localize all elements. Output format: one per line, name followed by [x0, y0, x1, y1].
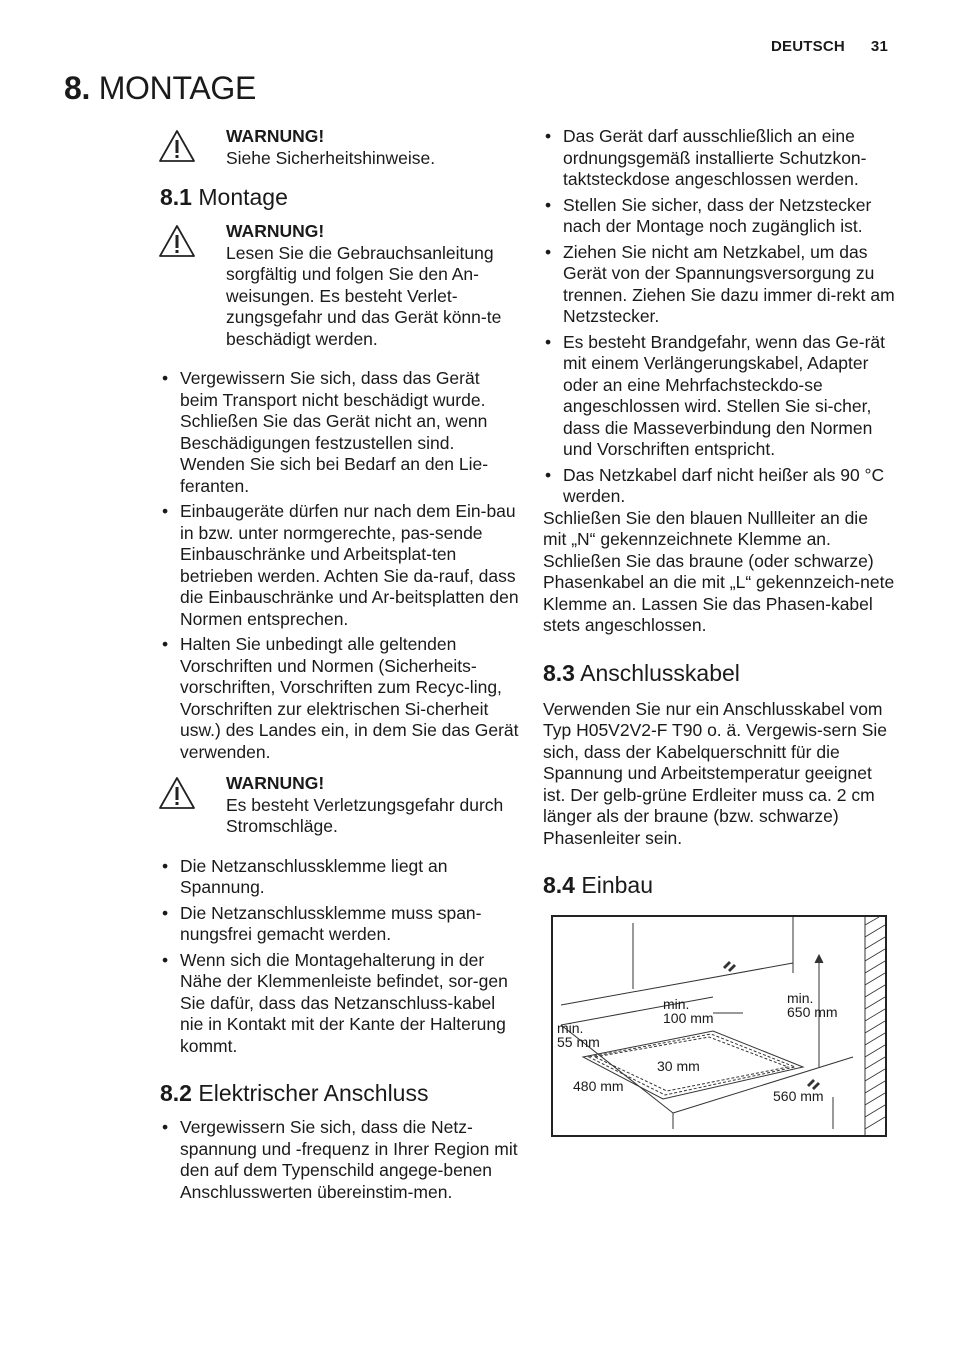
list-item: • Wenn sich die Montagehalterung in der Nähe der Klemmenleiste befindet, sor-gen Sie dafür, dass das Netzanschluss-kabel nie in Kontakt mit der Kante der Halterung kommt. [160, 950, 520, 1058]
list-item: • Stellen Sie sicher, dass der Netzstecker nach der Montage noch zugänglich ist. [543, 195, 895, 238]
list-item: • Einbaugeräte dürfen nur nach dem Ein-bau in bzw. unter normgerechte, pas-sende Einbauschränke und Arbeitsplat-ten betrieben werden. Achten Sie da-rauf, dass die Einbauschränke und Ar-beitsplatten den Normen entsprechen. [160, 501, 520, 630]
list-item: • Die Netzanschlussklemme muss span-nungsfrei gemacht werden. [160, 903, 520, 946]
installation-diagram [551, 915, 887, 1137]
header-language: DEUTSCH [771, 38, 845, 55]
chapter-name: MONTAGE [98, 70, 256, 106]
chapter-title [64, 68, 256, 108]
montage-bullet-list [160, 368, 520, 763]
list-item: • Vergewissern Sie sich, dass das Gerät beim Transport nicht beschädigt wurde. Schließen Sie das Gerät nicht an, wenn Beschädigungen festzustellen sind. Wenden Sie sich bei Bedarf an den Lie-feranten. [160, 368, 520, 497]
label-min-55-line2: 55 mm [557, 1034, 600, 1050]
paragraph-conductors: Schließen Sie den blauen Nullleiter an die mit „N“ gekennzeichnete Klemme an. Schließen Sie das braune (oder schwarze) Phasenkabel an die mit „L“ gekennzeich-nete Klemme an. Lassen Sie das Phasen-kabel stets angeschlossen. [543, 507, 895, 635]
list-item: • Halten Sie unbedingt alle geltenden Vorschriften und Normen (Sicherheits-vorschriften, Vorschriften zum Recyc-ling, Vorschriften zur elektrischen Si-cherheit usw.) des Landes ein, in dem Sie das Gerät verwenden. [160, 634, 520, 763]
section-heading-8-4: 8.4 Einbau [543, 872, 653, 898]
warning-triangle-icon [158, 224, 196, 258]
warning-triangle-icon [158, 776, 196, 810]
warning-block-electric [160, 773, 520, 838]
page-number: 31 [870, 38, 888, 55]
label-30: 30 mm [657, 1058, 700, 1074]
terminal-bullet-list [160, 856, 520, 1058]
label-min-100-line1: min. [663, 996, 690, 1012]
label-min-650-line1: min. [787, 990, 814, 1006]
warning-block-montage [160, 221, 520, 350]
warning-title: WARNUNG! [226, 126, 325, 146]
warning-title: WARNUNG! [226, 221, 325, 241]
electric-bullet-list-2 [543, 126, 895, 508]
warning-text: Es besteht Verletzungsgefahr durch Stromschläge. [226, 794, 504, 836]
list-item: • Es besteht Brandgefahr, wenn das Ge-rät mit einem Verlängerungskabel, Adapter oder an eine Mehrfachsteckdo-se angeschlossen wird. Stellen Sie si-cher, dass die Masseverbindung den Normen und Vorschriften entspricht. [543, 332, 895, 461]
paragraph-cable: Verwenden Sie nur ein Anschlusskabel vom Typ H05V2V2-F T90 o. ä. Vergewis-sern Sie sich, dass der Kabelquerschnitt für die Spannung und Arbeitstemperatur geeignet ist. Der gelb-grüne Erdleiter muss ca. 2 cm länger als der braune (bzw. schwarze) Phasenleiter sein. [543, 698, 888, 848]
warning-title: WARNUNG! [226, 773, 325, 793]
warning-triangle-icon [158, 129, 196, 163]
warning-text: Lesen Sie die Gebrauchsanleitung sorgfältig und folgen Sie den An-weisungen. Es besteht Verlet-zungsgefahr und das Gerät könn-te beschädigt werden. [226, 242, 502, 349]
section-heading-8-2: 8.2 Elektrischer Anschluss [160, 1080, 429, 1106]
chapter-number: 8. [64, 70, 91, 106]
installation-drawing [553, 917, 885, 1135]
electric-bullet-list-1 [160, 1117, 520, 1203]
section-heading-8-3: 8.3 Anschlusskabel [543, 659, 740, 686]
list-item: • Das Gerät darf ausschließlich an eine ordnungsgemäß installierte Schutzkon-taktsteckdose angeschlossen werden. [543, 126, 895, 191]
label-min-100-line2: 100 mm [663, 1010, 714, 1026]
warning-text: Siehe Sicherheitshinweise. [226, 147, 436, 168]
label-min-650-line2: 650 mm [787, 1004, 838, 1020]
label-560: 560 mm [773, 1088, 824, 1104]
list-item: • Das Netzkabel darf nicht heißer als 90 °C werden. [543, 465, 895, 508]
label-min-55-line1: min. [557, 1020, 584, 1036]
list-item: • Vergewissern Sie sich, dass die Netz-spannung und -frequenz in Ihrer Region mit den auf dem Typenschild angege-benen Anschlusswerten übereinstim-men. [160, 1117, 520, 1203]
left-column [160, 126, 520, 1207]
section-heading-8-1: 8.1 Montage [160, 184, 288, 210]
label-480: 480 mm [573, 1078, 624, 1094]
list-item: • Die Netzanschlussklemme liegt an Spannung. [160, 856, 520, 899]
list-item: • Ziehen Sie nicht am Netzkabel, um das Gerät von der Spannungsversorgung zu trennen. Ziehen Sie dazu immer di-rekt am Netzstecker. [543, 242, 895, 328]
warning-block-general [160, 126, 520, 169]
running-header [771, 38, 888, 55]
right-column [543, 126, 895, 1137]
